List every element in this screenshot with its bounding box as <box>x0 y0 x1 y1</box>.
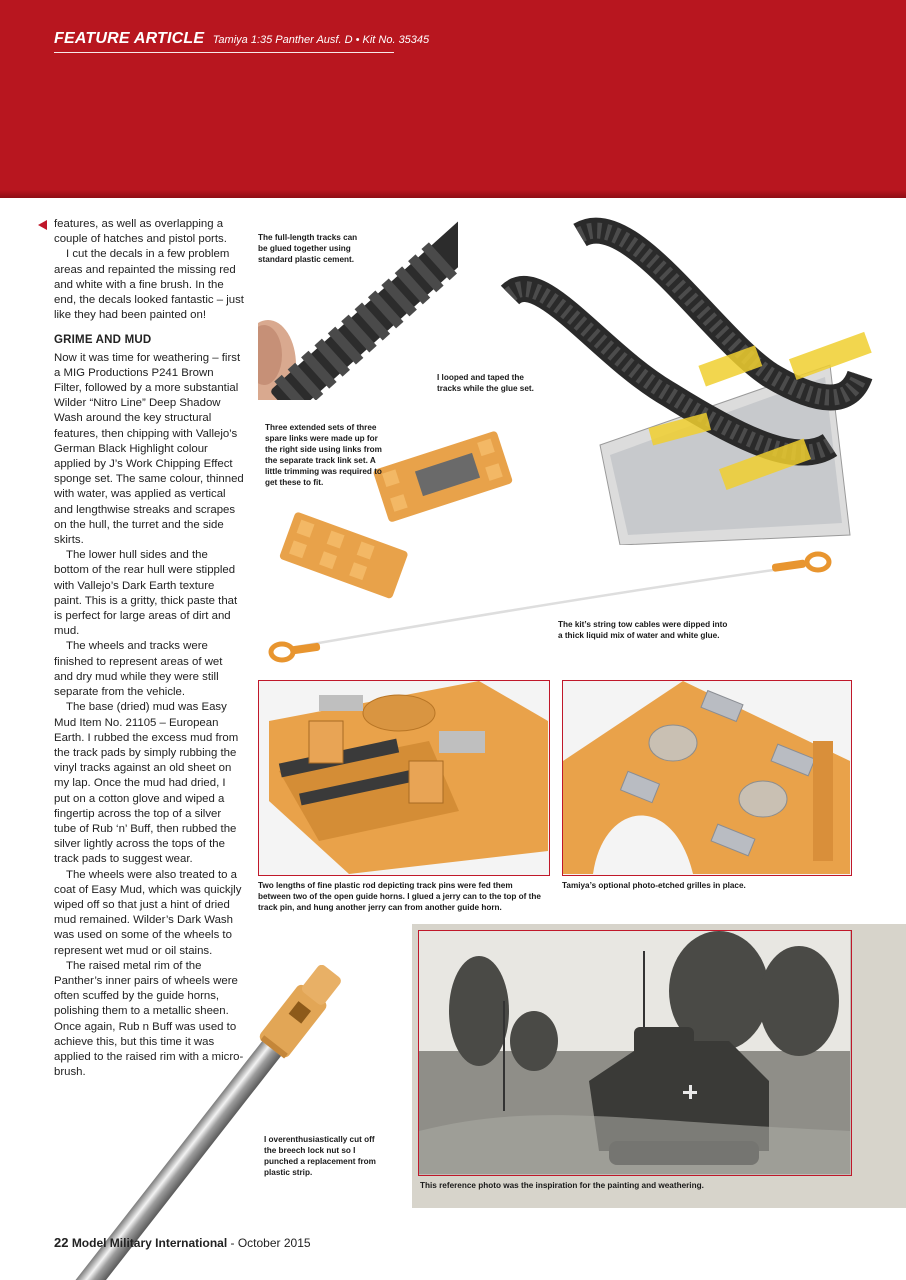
article-column <box>54 217 244 1080</box>
track-pins-illustration <box>259 681 548 874</box>
body-paragraph: The wheels and tracks were finished to represent areas of wet and dry mud while they were still separate from the vehicle. <box>54 640 223 699</box>
photo-grilles <box>562 680 852 876</box>
photo-track-pins <box>258 680 550 876</box>
caption-track-pins: Two lengths of fine plastic rod depicting track pins were fed them between two of the open guide horns. I glued a jerry can to the top of the track pin, and hung another jerry can from another guide horn. <box>258 881 541 912</box>
caption-barrel: I overenthusiastically cut off the breech lock nut so I punched a replacement from plastic strip. <box>264 1135 376 1177</box>
caption-tracks-glued: The full-length tracks can be glued together using standard plastic cement. <box>258 233 358 264</box>
page-number: 22 <box>54 1235 69 1250</box>
reference-photo-panel <box>412 924 906 1208</box>
body-paragraph: I cut the decals in a few problem areas and repainted the missing red and white with a fine brush. In the end, the decals looked fantastic – just like they had been painted on! <box>54 248 244 322</box>
body-paragraph: The lower hull sides and the bottom of the rear hull were stippled with Vallejo’s Dark Earth texture paint. This is a gritty, thick paste that is perfect for large areas of dirt and mud. <box>54 549 238 638</box>
photo-gun-barrel <box>20 965 380 1280</box>
reference-photo <box>418 930 852 1176</box>
body-paragraph: The wheels were also treated to a coat of Easy Mud, which was quickjly wiped off so that just a hint of dried mud remained. Wilder’s Dark Wash was used on some of the wheels to represent wet mud or oil stains. <box>54 868 242 957</box>
reference-photo-illustration <box>419 931 850 1174</box>
caption-spare-links: Three extended sets of three spare links were made up for the right side using links from the separate track link set. A little trimming was required to get these to fit. <box>265 423 382 487</box>
page-footer <box>54 1235 311 1250</box>
body-paragraph: The raised metal rim of the Panther’s inner pairs of wheels were often scuffed by the guide horns, polishing them to a metallic sheen. Once again, Rub n Buff was used to achieve this, but this time it was applied to the raised rim with a micro-brush. <box>54 959 244 1079</box>
section-header <box>54 30 429 48</box>
section-label: FEATURE ARTICLE <box>54 30 205 47</box>
caption-reference: This reference photo was the inspiration for the painting and weathering. <box>420 1181 704 1190</box>
body-paragraph: The base (dried) mud was Easy Mud Item No. 21105 – European Earth. I rubbed the excess mud from the track pads by simply rubbing the vinyl tracks against an old sheet on my lap. Once the mud had dried, I put on a cotton glove and wiped a fingertip across the top of a silver tube of Rub ‘n’ Buff, then rubbed the silver lightly across the tops of the track pads to suggest wear. <box>54 701 239 866</box>
caption-tow-cables: The kit’s string tow cables were dipped into a thick liquid mix of water and white glue. <box>558 620 728 640</box>
caption-grilles: Tamiya’s optional photo-etched grilles in place. <box>562 881 746 890</box>
body-paragraph: features, as well as overlapping a couple of hatches and pistol ports. <box>54 218 227 246</box>
photo-tow-cable <box>262 548 842 668</box>
body-paragraph: Now it was time for weathering – first a MIG Productions P241 Brown Filter, followed by a more substantial Wilder “Nitro Line” Deep Shadow Wash around the key structural features, then chipping with Vallejo’s German Black Highlight colour applied by J’s Work Chipping Effect sponge set. The same colour, thinned with water, was applied as vertical and lengthwise streaks and scrapes on the hull, the turret and the side skirts. <box>54 351 244 547</box>
kit-subtitle: Tamiya 1:35 Panther Ausf. D • Kit No. 35345 <box>212 34 430 46</box>
header-rule <box>54 52 394 53</box>
magazine-name: Model Military International <box>71 1236 228 1250</box>
tow-cable-illustration <box>262 548 842 668</box>
caption-tracks-looped: I looped and taped the tracks while the glue set. <box>437 373 534 393</box>
section-heading: GRIME AND MUD <box>54 334 152 347</box>
grilles-illustration <box>563 681 850 874</box>
gun-barrel-illustration <box>20 965 380 1280</box>
issue-date: - October 2015 <box>227 1236 311 1250</box>
continuation-arrow-icon <box>38 220 47 230</box>
header-band-shadow <box>0 190 906 198</box>
